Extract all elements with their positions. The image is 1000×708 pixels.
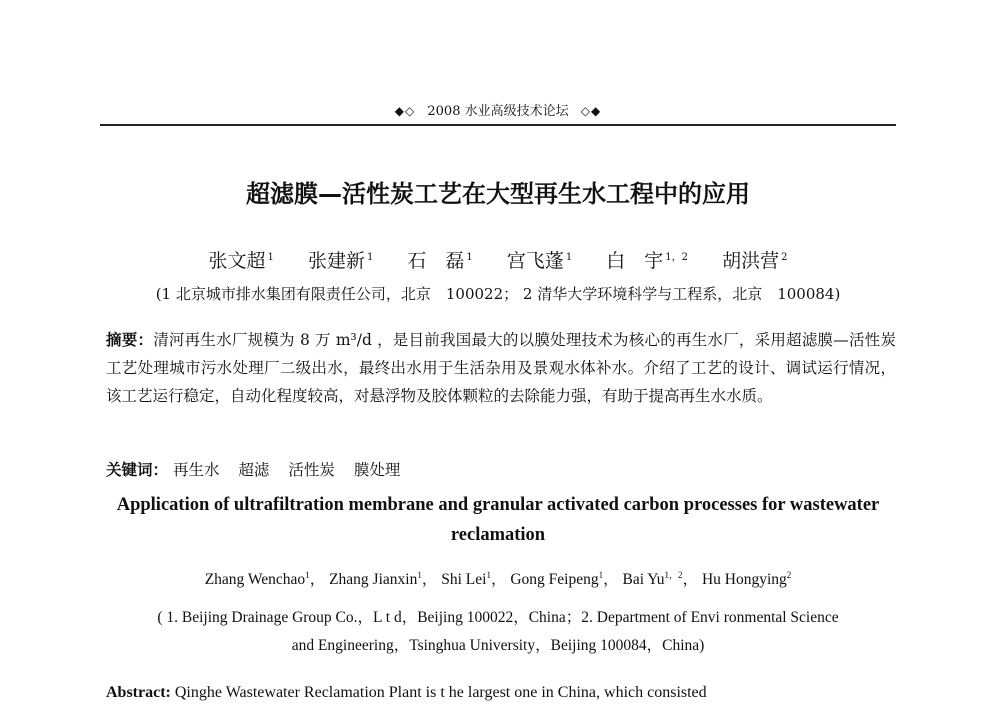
abstract-en [106, 680, 896, 706]
author-list [100, 244, 896, 275]
author: 胡洪营 $^2$ [722, 250, 788, 273]
running-header [100, 98, 896, 124]
author-en: Zhang Wenchao$^1$， [204, 570, 326, 589]
author: 石 磊 $^1$ [407, 250, 473, 273]
keywords-cn-label: 关键词： [106, 460, 169, 479]
keyword: 超滤 [238, 461, 270, 479]
abstract-en-label: Abstract: [106, 684, 171, 701]
author: 宫飞蓬 $^1$ [506, 250, 573, 273]
header-left-ornament: ◆◇ [394, 104, 416, 118]
keyword: 膜处理 [353, 461, 401, 479]
paper-title: 超滤膜—活性炭工艺在大型再生水工程中的应用 [246, 180, 750, 208]
header-text: 2008 水业高级技术论坛 [427, 104, 569, 119]
header-rule [100, 124, 896, 126]
abstract-cn [106, 326, 896, 410]
author-en: Hu Hongying$^2$ [701, 570, 792, 589]
author-en: Gong Feipeng$^1$， [510, 570, 619, 589]
header-right-ornament: ◇◆ [580, 104, 602, 118]
author-en: Bai $Yu^{1,2}$， [622, 570, 699, 589]
affiliation-en-line1: ( 1. Beijing Drainage Group Co.，L t d，Beijing 100022，China；2. Department of Envi ronmental Science [157, 609, 839, 626]
author-list-en [100, 562, 896, 593]
author-en: Shi Lei$^1$， [441, 570, 507, 589]
author: 白 宇 $^{1,2}$ [606, 250, 689, 273]
keyword: 再生水 [172, 461, 220, 479]
author: 张建新 $^1$ [307, 250, 374, 273]
affiliation: (1 北京城市排水集团有限责任公司，北京 100022； 2 清华大学环境科学与工程系，北京 100084) [155, 285, 841, 303]
keyword: 活性炭 [288, 461, 335, 479]
abstract-cn-label: 摘要： [106, 330, 154, 349]
author-en: Zhang Jianxin$^1$， [329, 570, 438, 589]
keywords-cn [106, 457, 896, 483]
author: 张文超 $^1$ [208, 250, 274, 273]
paper-title-en: Application of ultrafiltration membrane and granular activated carbon processes for wastewater reclamation [116, 495, 880, 545]
affiliation-en-line2: and Engineering，Tsinghua University，Beijing 100084，China) [291, 637, 705, 654]
abstract-en-text: Qinghe Wastewater Reclamation Plant is t he largest one in China, which consisted [174, 684, 707, 701]
abstract-cn-text: 清河再生水厂规模为 8 万 m³/d ，是目前我国最大的以膜处理技术为核心的再生水厂，采用超滤膜—活性炭工艺处理城市污水处理厂二级出水，最终出水用于生活杂用及景观水体补水。介绍了工艺的设计、调试运行情况，该工艺运行稳定，自动化程度较高，对悬浮物及胶体颗粒的去除能力强，有助于提高再生水水质。 [106, 331, 896, 405]
affiliation-en [100, 604, 896, 660]
